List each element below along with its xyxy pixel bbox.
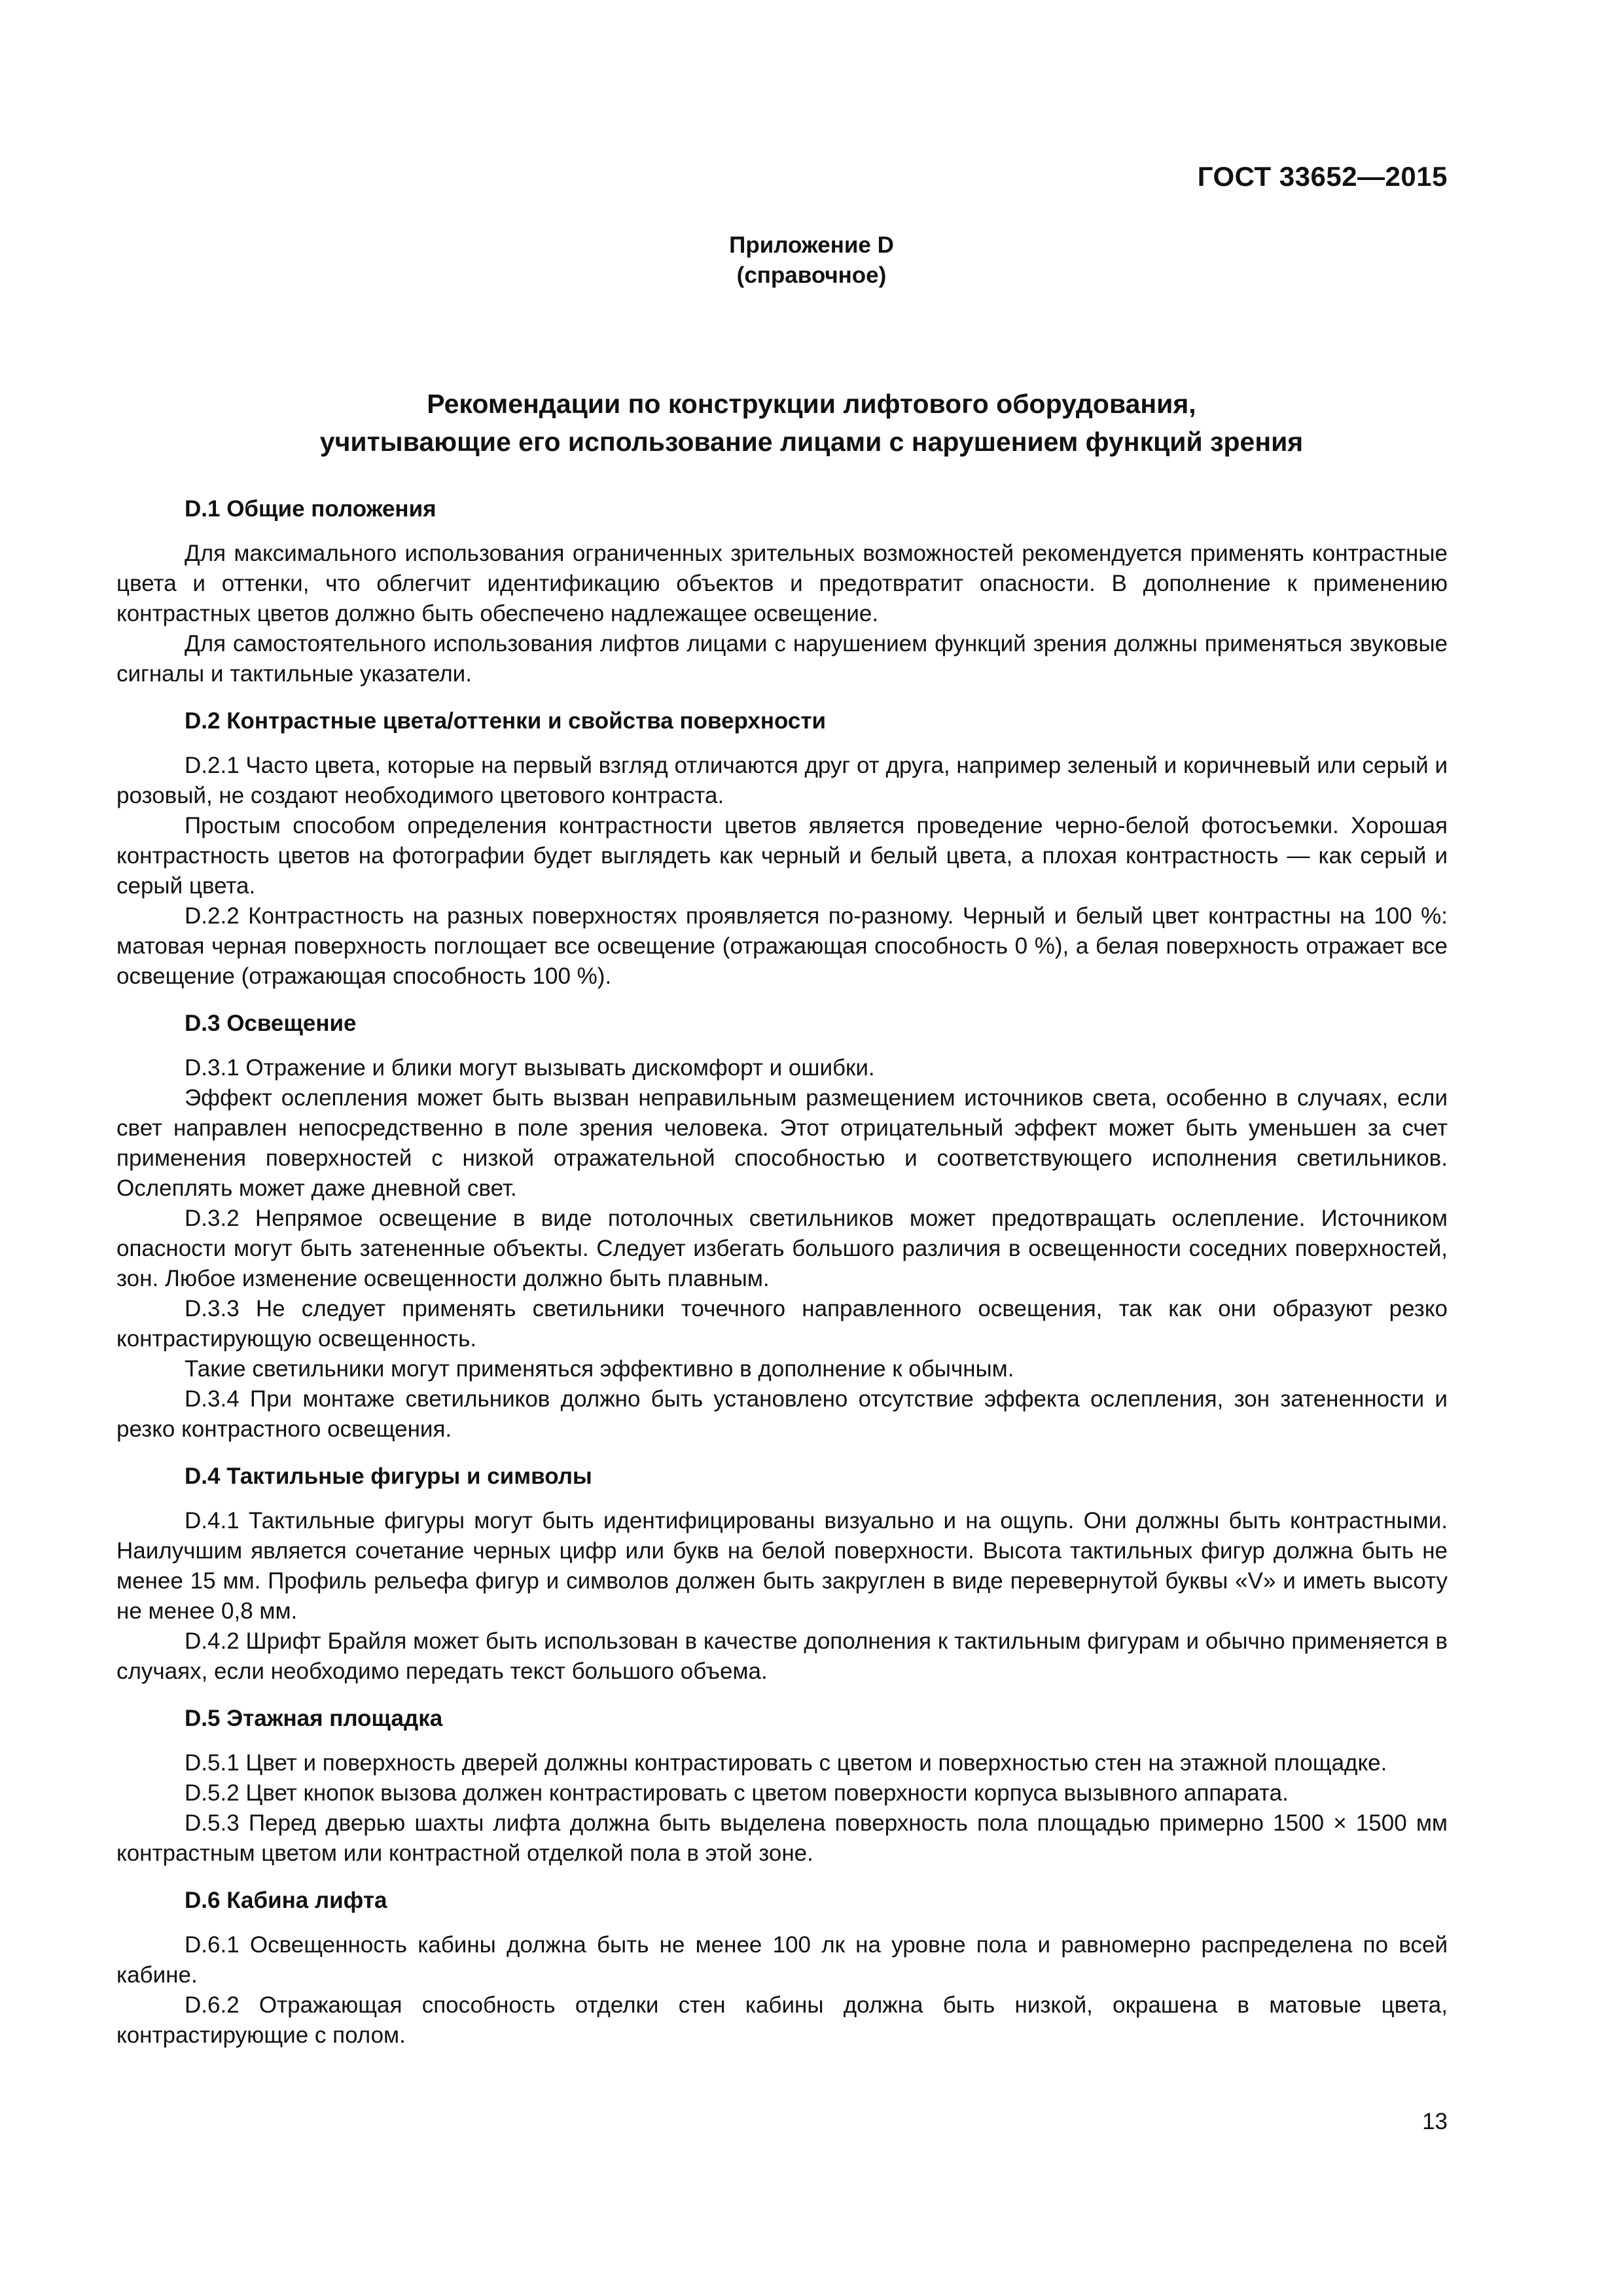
appendix-heading: [0, 230, 1623, 291]
paragraph: D.6.1 Освещенность кабины должна быть не менее 100 лк на уровне пола и равномерно распределена по всей кабине.: [116, 1932, 1448, 1988]
paragraph: Для самостоятельного использования лифтов лицами с нарушением функций зрения должны применяться звуковые сигналы и тактильные указатели.: [116, 631, 1448, 687]
section-d4: [116, 1462, 1448, 1687]
standard-number: ГОСТ 33652—2015: [1197, 161, 1448, 192]
section-heading: D.6 Кабина лифта: [185, 1888, 387, 1913]
document-title-line-1: Рекомендации по конструкции лифтового оборудования,: [427, 389, 1196, 419]
section-heading: D.2 Контрастные цвета/оттенки и свойства поверхности: [185, 708, 827, 734]
paragraph: D.4.1 Тактильные фигуры могут быть идентифицированы визуально и на ощупь. Они должны быть контрастными. Наилучшим является сочетание черных цифр или букв на белой поверхности. Высота тактильных фигур должна быть не менее 15 мм. Профиль рельефа фигур и символов должен быть закруглен в виде перевернутой буквы «V» и иметь высоту не менее 0,8 мм.: [116, 1508, 1448, 1624]
paragraph: D.5.2 Цвет кнопок вызова должен контрастировать с цветом поверхности корпуса вызывного аппарата.: [185, 1780, 1289, 1806]
appendix-title: Приложение D: [729, 232, 894, 258]
paragraph: D.6.2 Отражающая способность отделки стен кабины должна быть низкой, окрашена в матовые цвета, контрастирующие с полом.: [116, 1992, 1448, 2048]
section-d5: [116, 1704, 1448, 1869]
paragraph: D.3.3 Не следует применять светильники точечного направленного освещения, так как они образуют резко контрастирующую освещенность.: [116, 1296, 1448, 1352]
section-d2: [116, 706, 1448, 992]
paragraph: D.3.4 При монтаже светильников должно быть установлено отсутствие эффекта ослепления, зон затененности и резко контрастного освещения.: [116, 1386, 1448, 1442]
section-heading: D.1 Общие положения: [185, 496, 437, 522]
document-title: [0, 385, 1623, 461]
paragraph: Простым способом определения контрастности цветов является проведение черно-белой фотосъемки. Хорошая контрастность цветов на фотографии будет выглядеть как черный и белый цвета, а плохая контрастность — как серый и серый цвета.: [116, 813, 1448, 899]
appendix-subtitle: (справочное): [736, 262, 887, 288]
section-heading: D.4 Тактильные фигуры и символы: [185, 1463, 592, 1489]
paragraph: D.5.3 Перед дверью шахты лифта должна быть выделена поверхность пола площадью примерно 1500 × 1500 мм контрастным цветом или контрастной отделкой пола в этой зоне.: [116, 1810, 1448, 1866]
page-number: 13: [1422, 2109, 1448, 2134]
section-heading: D.3 Освещение: [185, 1011, 357, 1036]
section-d6: [116, 1886, 1448, 2051]
document-title-line-2: учитывающие его использование лицами с нарушением функций зрения: [319, 427, 1304, 457]
paragraph: D.5.1 Цвет и поверхность дверей должны контрастировать с цветом и поверхностью стен на этажной площадке.: [185, 1750, 1387, 1776]
paragraph: D.4.2 Шрифт Брайля может быть использован в качестве дополнения к тактильным фигурам и обычно применяется в случаях, если необходимо передать текст большого объема.: [116, 1628, 1448, 1684]
paragraph: D.3.2 Непрямое освещение в виде потолочных светильников может предотвращать ослепление. Источником опасности могут быть затененные объекты. Следует избегать большого различия в освещенности соседних поверхностей, зон. Любое изменение освещенности должно быть плавным.: [116, 1206, 1448, 1291]
section-heading: D.5 Этажная площадка: [185, 1706, 443, 1731]
document-body: [116, 494, 1448, 2068]
section-d3: [116, 1009, 1448, 1444]
paragraph: Эффект ослепления может быть вызван неправильным размещением источников света, особенно в случаях, если свет направлен непосредственно в поле зрения человека. Этот отрицательный эффект может быть уменьшен за счет применения поверхностей с низкой отражательной способностью и соответствующего исполнения светильников. Ослеплять может даже дневной свет.: [116, 1085, 1448, 1201]
paragraph: D.2.1 Часто цвета, которые на первый взгляд отличаются друг от друга, например зеленый и коричневый или серый и розовый, не создают необходимого цветового контраста.: [116, 753, 1448, 808]
section-d1: [116, 494, 1448, 689]
paragraph: Такие светильники могут применяться эффективно в дополнение к обычным.: [185, 1356, 1014, 1382]
paragraph: D.2.2 Контрастность на разных поверхностях проявляется по-разному. Черный и белый цвет контрастны на 100 %: матовая черная поверхность поглощает все освещение (отражающая способность 0 %), а белая поверхность отражает все освещение (отражающая способность 100 %).: [116, 903, 1448, 989]
paragraph: Для максимального использования ограниченных зрительных возможностей рекомендуется применять контрастные цвета и оттенки, что облегчит идентификацию объектов и предотвратит опасности. В дополнение к применению контрастных цветов должно быть обеспечено надлежащее освещение.: [116, 541, 1448, 626]
paragraph: D.3.1 Отражение и блики могут вызывать дискомфорт и ошибки.: [185, 1055, 875, 1081]
